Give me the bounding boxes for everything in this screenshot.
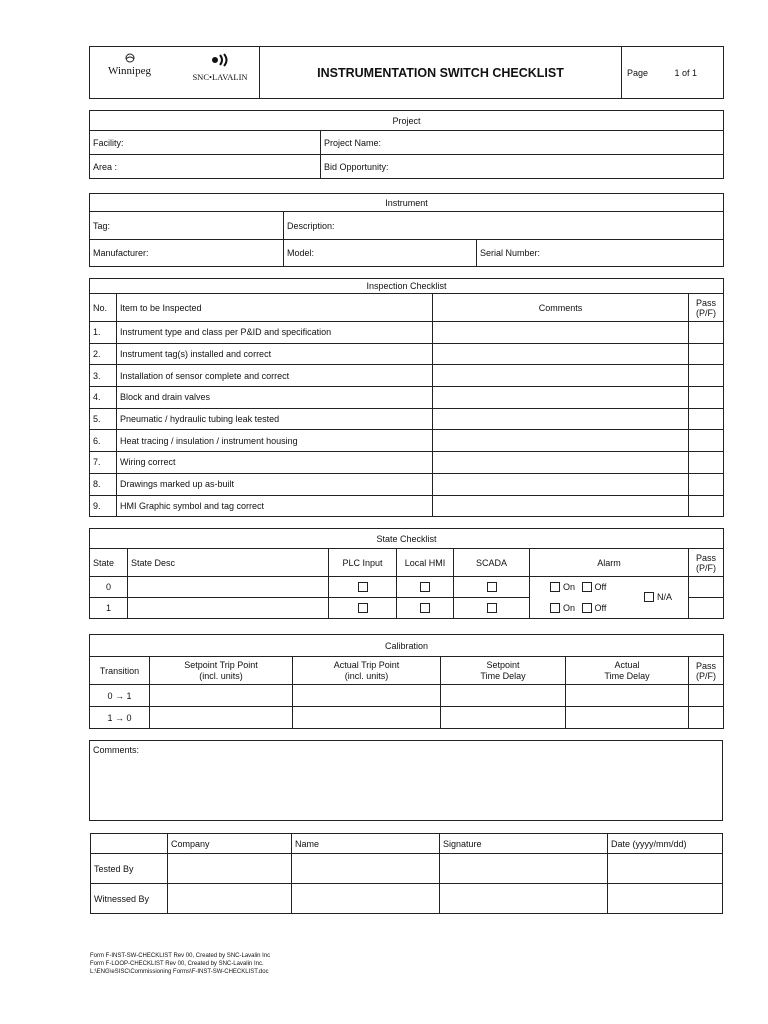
state-1-scada-checkbox[interactable] <box>487 603 497 613</box>
state-0-alarm-off-checkbox[interactable] <box>582 582 592 592</box>
state-0-desc[interactable] <box>128 577 329 598</box>
inspection-item-text: Block and drain valves <box>117 387 433 409</box>
footer <box>90 952 270 976</box>
inspection-item-comments[interactable] <box>433 452 689 474</box>
col-alarm: Alarm <box>530 549 689 577</box>
col-state-pass: Pass (P/F) <box>689 549 724 577</box>
col-comments: Comments <box>433 294 689 322</box>
state-0-scada-checkbox[interactable] <box>487 582 497 592</box>
page-cell <box>622 47 724 99</box>
alarm-off-label: Off <box>594 582 607 592</box>
alarm-na-checkbox[interactable] <box>644 592 654 602</box>
col-item: Item to be Inspected <box>117 294 433 322</box>
serial-number-field[interactable]: Serial Number: <box>477 240 724 267</box>
inspection-item-no: 9. <box>90 495 117 517</box>
inspection-item-text: Heat tracing / insulation / instrument housing <box>117 430 433 452</box>
col-transition: Transition <box>90 657 150 685</box>
snc-lavalin-logo-text: SNC•LAVALIN <box>192 72 248 82</box>
footer-line-1: Form F-INST-SW-CHECKLIST Rev 00, Created by SNC-Lavalin Inc <box>90 953 271 959</box>
tested-by-date[interactable] <box>608 854 723 884</box>
state-1-desc[interactable] <box>128 598 329 619</box>
logos-cell <box>90 47 260 99</box>
cal-1-actual-delay[interactable] <box>566 707 689 729</box>
inspection-item-text: Pneumatic / hydraulic tubing leak tested <box>117 408 433 430</box>
inspection-heading: Inspection Checklist <box>90 279 724 294</box>
inspection-item-pass[interactable] <box>689 322 724 344</box>
inspection-item-comments[interactable] <box>433 430 689 452</box>
tested-by-signature[interactable] <box>440 854 608 884</box>
inspection-item-comments[interactable] <box>433 365 689 387</box>
col-state: State <box>90 549 128 577</box>
facility-field[interactable]: Facility: <box>90 131 321 155</box>
comments-box[interactable] <box>89 740 723 821</box>
project-table <box>89 110 724 179</box>
alarm-na-label: N/A <box>657 592 673 602</box>
inspection-item-pass[interactable] <box>689 408 724 430</box>
col-no: No. <box>90 294 117 322</box>
inspection-item-text: Installation of sensor complete and correct <box>117 365 433 387</box>
signoff-table <box>90 833 723 914</box>
state-0-hmi-checkbox[interactable] <box>420 582 430 592</box>
cal-1-setpoint-delay[interactable] <box>441 707 566 729</box>
inspection-item-comments[interactable] <box>433 387 689 409</box>
inspection-item-no: 8. <box>90 473 117 495</box>
witnessed-by-company[interactable] <box>168 884 292 914</box>
col-scada: SCADA <box>454 549 530 577</box>
inspection-item-text: Instrument tag(s) installed and correct <box>117 343 433 365</box>
inspection-row <box>90 430 724 452</box>
winnipeg-logo <box>102 53 157 77</box>
witnessed-by-date[interactable] <box>608 884 723 914</box>
cal-1-setpoint-trip[interactable] <box>150 707 293 729</box>
state-heading: State Checklist <box>90 529 724 549</box>
tested-by-label: Tested By <box>91 854 168 884</box>
inspection-item-comments[interactable] <box>433 343 689 365</box>
witnessed-by-label: Witnessed By <box>91 884 168 914</box>
project-name-field[interactable]: Project Name: <box>321 131 724 155</box>
state-1-plc-checkbox[interactable] <box>358 603 368 613</box>
state-0: 0 <box>90 577 128 598</box>
model-field[interactable]: Model: <box>284 240 477 267</box>
inspection-item-no: 7. <box>90 452 117 474</box>
inspection-row <box>90 495 724 517</box>
cal-1-pass[interactable] <box>689 707 724 729</box>
col-company: Company <box>168 834 292 854</box>
cal-0-setpoint-delay[interactable] <box>441 685 566 707</box>
inspection-item-no: 1. <box>90 322 117 344</box>
snc-lavalin-emblem-icon <box>209 53 231 67</box>
comments-label: Comments: <box>93 745 140 755</box>
alarm-on-label: On <box>563 582 576 592</box>
cal-0-pass[interactable] <box>689 685 724 707</box>
col-pass: Pass (P/F) <box>689 294 724 322</box>
col-signature: Signature <box>440 834 608 854</box>
inspection-item-comments[interactable] <box>433 495 689 517</box>
inspection-item-no: 5. <box>90 408 117 430</box>
inspection-row <box>90 322 724 344</box>
col-setpoint-trip: Setpoint Trip Point (incl. units) <box>150 657 293 685</box>
project-heading: Project <box>90 111 724 131</box>
calibration-table <box>89 634 724 729</box>
state-0-alarm-on-checkbox[interactable] <box>550 582 560 592</box>
witnessed-by-signature[interactable] <box>440 884 608 914</box>
inspection-item-text: Wiring correct <box>117 452 433 474</box>
col-state-desc: State Desc <box>128 549 329 577</box>
calibration-heading: Calibration <box>90 635 724 657</box>
cal-0-setpoint-trip[interactable] <box>150 685 293 707</box>
state-0-plc-checkbox[interactable] <box>358 582 368 592</box>
col-plc-input: PLC Input <box>329 549 397 577</box>
footer-line-2: Form F-LOOP-CHECKLIST Rev 00, Created by SNC-Lavalin Inc. <box>90 961 264 967</box>
page-value: 1 of 1 <box>674 67 698 78</box>
inspection-item-pass[interactable] <box>689 365 724 387</box>
transition-0-1: 0 → 1 <box>90 685 150 707</box>
col-date: Date (yyyy/mm/dd) <box>608 834 723 854</box>
instrument-table <box>89 193 724 267</box>
inspection-item-text: Instrument type and class per P&ID and specification <box>117 322 433 344</box>
state-table <box>89 528 724 619</box>
cal-0-actual-delay[interactable] <box>566 685 689 707</box>
header-table <box>89 46 724 99</box>
winnipeg-logo-text: Winnipeg <box>108 65 151 77</box>
inspection-item-pass[interactable] <box>689 495 724 517</box>
instrument-heading: Instrument <box>90 194 724 212</box>
alarm-cell <box>530 577 689 619</box>
tested-by-company[interactable] <box>168 854 292 884</box>
inspection-table <box>89 278 724 517</box>
inspection-item-text: HMI Graphic symbol and tag correct <box>117 495 433 517</box>
inspection-item-pass[interactable] <box>689 387 724 409</box>
page-label: Page <box>627 67 649 78</box>
manufacturer-field[interactable]: Manufacturer: <box>90 240 284 267</box>
bid-opportunity-field[interactable]: Bid Opportunity: <box>321 155 724 179</box>
state-1-alarm-off-checkbox[interactable] <box>582 603 592 613</box>
inspection-item-no: 6. <box>90 430 117 452</box>
state-1-alarm-on-checkbox[interactable] <box>550 603 560 613</box>
tested-by-name[interactable] <box>292 854 440 884</box>
col-name: Name <box>292 834 440 854</box>
tag-field[interactable]: Tag: <box>90 212 284 240</box>
description-field[interactable]: Description: <box>284 212 724 240</box>
inspection-row <box>90 452 724 474</box>
transition-1-0: 1 → 0 <box>90 707 150 729</box>
inspection-item-text: Drawings marked up as-built <box>117 473 433 495</box>
state-1-hmi-checkbox[interactable] <box>420 603 430 613</box>
inspection-item-pass[interactable] <box>689 430 724 452</box>
inspection-item-comments[interactable] <box>433 473 689 495</box>
form-title: INSTRUMENTATION SWITCH CHECKLIST <box>260 47 622 99</box>
inspection-item-pass[interactable] <box>689 473 724 495</box>
alarm-on-label: On <box>563 603 576 613</box>
col-actual-trip: Actual Trip Point (incl. units) <box>293 657 441 685</box>
col-local-hmi: Local HMI <box>397 549 454 577</box>
col-setpoint-delay: Setpoint Time Delay <box>441 657 566 685</box>
inspection-item-comments[interactable] <box>433 322 689 344</box>
area-field[interactable]: Area : <box>90 155 321 179</box>
inspection-row <box>90 408 724 430</box>
snc-lavalin-logo <box>185 53 255 82</box>
inspection-item-no: 4. <box>90 387 117 409</box>
inspection-item-pass[interactable] <box>689 452 724 474</box>
inspection-row <box>90 365 724 387</box>
cal-0-actual-trip[interactable] <box>293 685 441 707</box>
inspection-item-comments[interactable] <box>433 408 689 430</box>
inspection-row <box>90 387 724 409</box>
inspection-row <box>90 473 724 495</box>
inspection-item-no: 2. <box>90 343 117 365</box>
footer-line-3: L:\ENG\eSISC\Commissioning Forms\F-INST-SW-CHECKLIST.doc <box>90 969 269 975</box>
alarm-off-label: Off <box>594 603 607 613</box>
state-1-pass[interactable] <box>689 598 724 619</box>
state-1: 1 <box>90 598 128 619</box>
inspection-item-pass[interactable] <box>689 343 724 365</box>
state-0-pass[interactable] <box>689 577 724 598</box>
inspection-item-no: 3. <box>90 365 117 387</box>
cal-1-actual-trip[interactable] <box>293 707 441 729</box>
inspection-row <box>90 343 724 365</box>
witnessed-by-name[interactable] <box>292 884 440 914</box>
winnipeg-emblem-icon <box>123 53 137 63</box>
col-actual-delay: Actual Time Delay <box>566 657 689 685</box>
col-cal-pass: Pass (P/F) <box>689 657 724 685</box>
